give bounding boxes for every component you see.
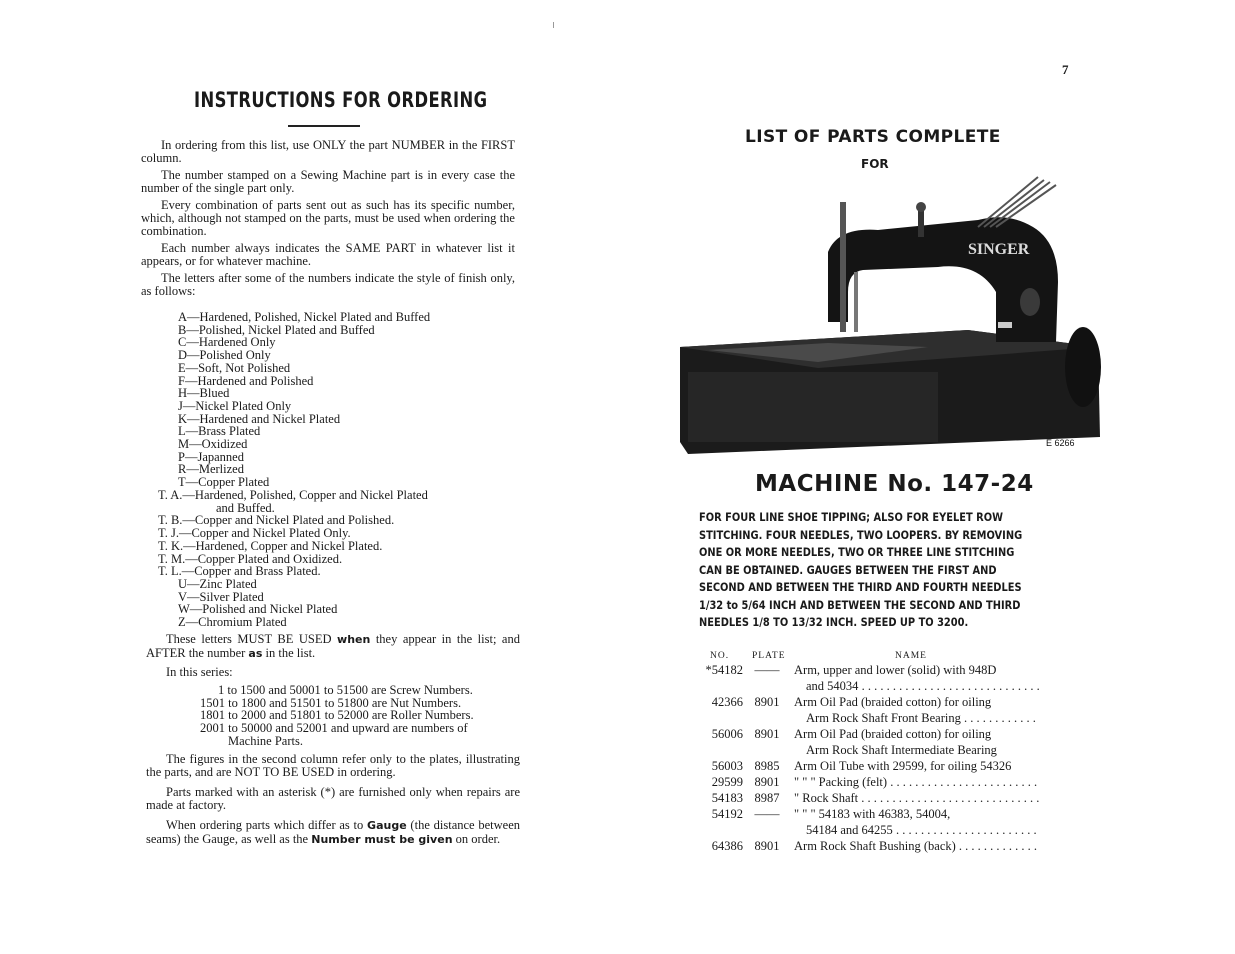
table-row	[698, 790, 1043, 806]
gauge-bold: Gauge	[367, 819, 407, 833]
paragraph-same-part: Each number always indicates the SAME PART in whatever list it appears, or for whatever machine.	[141, 241, 515, 268]
table-row	[698, 838, 1043, 854]
machine-title: MACHINE No. 147-24	[755, 471, 1034, 497]
cell-name: Arm Rock Shaft Front Bearing . . .	[806, 710, 1039, 726]
finish-code-list-end	[178, 578, 508, 629]
machine-description	[699, 509, 1035, 632]
list-item: T. A.—Hardened, Polished, Copper and Nickel Plated	[158, 488, 428, 502]
cell-no: 54192	[711, 807, 743, 821]
cell-name: " " " Packing (felt) . . .	[794, 774, 1039, 790]
table-row	[698, 710, 1043, 726]
paragraph-ordering: In ordering from this list, use ONLY the part NUMBER in the FIRST column.	[141, 138, 515, 165]
list-item: T. B.—Copper and Nickel Plated and Polished.	[158, 513, 395, 528]
parts-table	[698, 662, 1043, 854]
finish-code-list	[178, 311, 508, 489]
needle	[854, 272, 858, 332]
description-line: FOR FOUR LINE SHOE TIPPING; ALSO FOR EYELET ROW	[699, 511, 1003, 524]
list-item: U—Zinc Plated	[178, 577, 257, 591]
cell-name: Arm Rock Shaft Intermediate Bearing	[806, 743, 997, 757]
list-item: V—Silver Plated	[178, 589, 264, 604]
list-title: LIST OF PARTS COMPLETE	[745, 127, 1001, 147]
gauge-mid: (the distance between seams) the Gauge, as well as the	[146, 818, 520, 846]
description-line: CAN BE OBTAINED. GAUGES BETWEEN THE FIRST AND	[699, 563, 997, 577]
table-row	[698, 742, 1043, 758]
list-item: 1801 to 2000 and 51801 to 52000 are Roller Numbers.	[200, 708, 474, 723]
cell-plate: 8901	[754, 727, 780, 741]
machine-arm	[828, 217, 1058, 342]
column-header-plate: PLATE	[752, 651, 786, 661]
cell-plate: 8901	[754, 839, 780, 853]
arm-port	[1020, 288, 1040, 316]
list-item: T. J.—Copper and Nickel Plated Only.	[158, 526, 351, 541]
cell-no: 54183	[711, 791, 743, 805]
gutter-mark	[553, 22, 554, 28]
list-for: FOR	[861, 157, 889, 171]
table-row	[698, 806, 1043, 822]
list-item: T. K.—Hardened, Copper and Nickel Plated.	[158, 538, 383, 553]
description-line: NEEDLES 1/8 TO 13/32 INCH. SPEED UP TO 3200.	[699, 616, 969, 629]
instructions-paragraphs	[141, 139, 515, 298]
series-list	[200, 683, 548, 748]
gauge-post: on order.	[452, 831, 501, 846]
list-item: R—Merlized	[178, 462, 244, 477]
list-item: P—Japanned	[178, 449, 244, 464]
must-use-text	[146, 633, 520, 660]
cell-no: *54182	[705, 663, 743, 677]
must-use-pre: These letters MUST BE USED	[166, 632, 338, 646]
cell-plate: ——	[754, 663, 780, 677]
list-item: H—Blued	[178, 386, 230, 401]
description-line: ONE OR MORE NEEDLES, TWO OR THREE LINE STITCHING	[699, 546, 1015, 559]
brand-logo: SINGER	[968, 241, 1030, 258]
list-item: D—Polished Only	[178, 348, 271, 363]
list-item: 1 to 1500 and 50001 to 51500 are Screw Numbers.	[218, 683, 473, 697]
series-intro: In this series:	[166, 665, 233, 679]
list-item: 1501 to 1800 and 51501 to 51800 are Nut Numbers.	[200, 695, 462, 710]
list-item: T—Copper Plated	[178, 475, 270, 490]
table-row	[698, 774, 1043, 790]
cell-no: 56006	[711, 727, 743, 741]
list-item-continuation: Machine Parts.	[228, 733, 303, 748]
table-row	[698, 662, 1043, 678]
list-item: A—Hardened, Polished, Nickel Plated and Buffed	[178, 310, 431, 324]
finish-code-list-t	[158, 489, 498, 578]
cell-name: " Rock Shaft . . .	[794, 790, 1039, 806]
page-title-instructions: INSTRUCTIONS FOR ORDERING	[194, 88, 488, 112]
cell-name: Arm Oil Tube with 29599, for oiling 54326	[794, 759, 1012, 773]
paragraph-gauge	[146, 819, 520, 846]
gauge-bold-number: Number must be given	[311, 832, 453, 846]
must-use-post: in the list.	[262, 645, 316, 660]
list-item: 2001 to 50000 and 52001 and upward are numbers of	[200, 721, 468, 736]
list-item: K—Hardened and Nickel Plated	[178, 411, 341, 426]
cell-no: 29599	[711, 775, 743, 789]
cell-name: 54184 and 64255 . . .	[806, 822, 1039, 838]
table-row	[698, 678, 1043, 694]
paragraph-figures: The figures in the second column refer only to the plates, illustrating the parts, and are NOT TO BE USED in ordering.	[146, 752, 520, 779]
description-line: STITCHING. FOUR NEEDLES, TWO LOOPERS. BY REMOVING	[699, 528, 1023, 542]
paragraph-asterisk: Parts marked with an asterisk (*) are furnished only when repairs are made at factory.	[146, 785, 520, 812]
cell-name: Arm Oil Pad (braided cotton) for oiling	[794, 727, 992, 741]
cell-plate: 8901	[754, 695, 780, 709]
cell-name: " " " 54183 with 46383, 54004,	[794, 807, 951, 821]
sewing-machine-image	[678, 172, 1103, 458]
notes-paragraphs	[146, 753, 520, 847]
list-item: J—Nickel Plated Only	[178, 398, 292, 413]
list-item: W—Polished and Nickel Plated	[178, 602, 338, 617]
list-item: E—Soft, Not Polished	[178, 360, 291, 375]
table-row	[698, 822, 1043, 838]
table-row	[698, 758, 1043, 774]
tension-knob	[916, 202, 926, 212]
cell-plate: 8901	[754, 775, 780, 789]
cell-name: Arm Rock Shaft Bushing (back) . . .	[794, 838, 1039, 854]
paragraph-stamped-number: The number stamped on a Sewing Machine part is in every case the number of the single part only.	[141, 168, 515, 195]
must-use-paragraph	[146, 633, 520, 660]
gauge-pre: When ordering parts which differ as to	[166, 818, 368, 833]
cell-name: Arm Oil Pad (braided cotton) for oiling	[794, 695, 992, 709]
cell-name: and 54034 . . .	[806, 678, 1039, 694]
title-underline	[288, 125, 360, 127]
balance-wheel	[1065, 327, 1101, 407]
cell-plate: 8985	[754, 759, 780, 773]
must-use-mid: they appear in the list; and AFTER the number	[146, 632, 520, 660]
column-header-no: NO.	[710, 651, 730, 661]
cell-no: 64386	[711, 839, 743, 853]
cell-plate: ——	[754, 807, 780, 821]
column-header-name: NAME	[895, 651, 927, 661]
list-item-continuation: and Buffed.	[216, 500, 275, 515]
cell-plate: 8987	[754, 791, 780, 805]
cell-name: Arm, upper and lower (solid) with 948D	[794, 663, 997, 677]
needle-bar	[840, 202, 846, 332]
plate-badge	[998, 322, 1012, 328]
image-label: E 6266	[1046, 438, 1075, 448]
list-item: M—Oxidized	[178, 437, 248, 452]
list-item: C—Hardened Only	[178, 335, 276, 350]
page-number: 7	[1062, 62, 1069, 77]
list-item: Z—Chromium Plated	[178, 615, 287, 630]
paragraph-combination: Every combination of parts sent out as such has its specific number, which, although not stamped on the parts, must be used when ordering the combination.	[141, 198, 515, 238]
cell-no: 56003	[711, 759, 743, 773]
must-use-bold-when: when	[337, 633, 371, 646]
cell-no: 42366	[711, 695, 743, 709]
paragraph-finish-intro: The letters after some of the numbers indicate the style of finish only, as follows:	[141, 271, 515, 298]
list-item: B—Polished, Nickel Plated and Buffed	[178, 322, 375, 337]
must-use-bold-as: as	[248, 646, 263, 660]
table-row	[698, 726, 1043, 742]
table-row	[698, 694, 1043, 710]
machine-base-front	[688, 372, 938, 442]
description-line: SECOND AND BETWEEN THE THIRD AND FOURTH NEEDLES	[699, 581, 1022, 594]
list-item: F—Hardened and Polished	[178, 373, 314, 388]
list-item: T. L.—Copper and Brass Plated.	[158, 564, 321, 579]
list-item: L—Brass Plated	[178, 424, 261, 439]
description-line: 1/32 to 5/64 INCH AND BETWEEN THE SECOND AND THIRD	[699, 598, 1021, 612]
list-item: T. M.—Copper Plated and Oxidized.	[158, 551, 343, 566]
